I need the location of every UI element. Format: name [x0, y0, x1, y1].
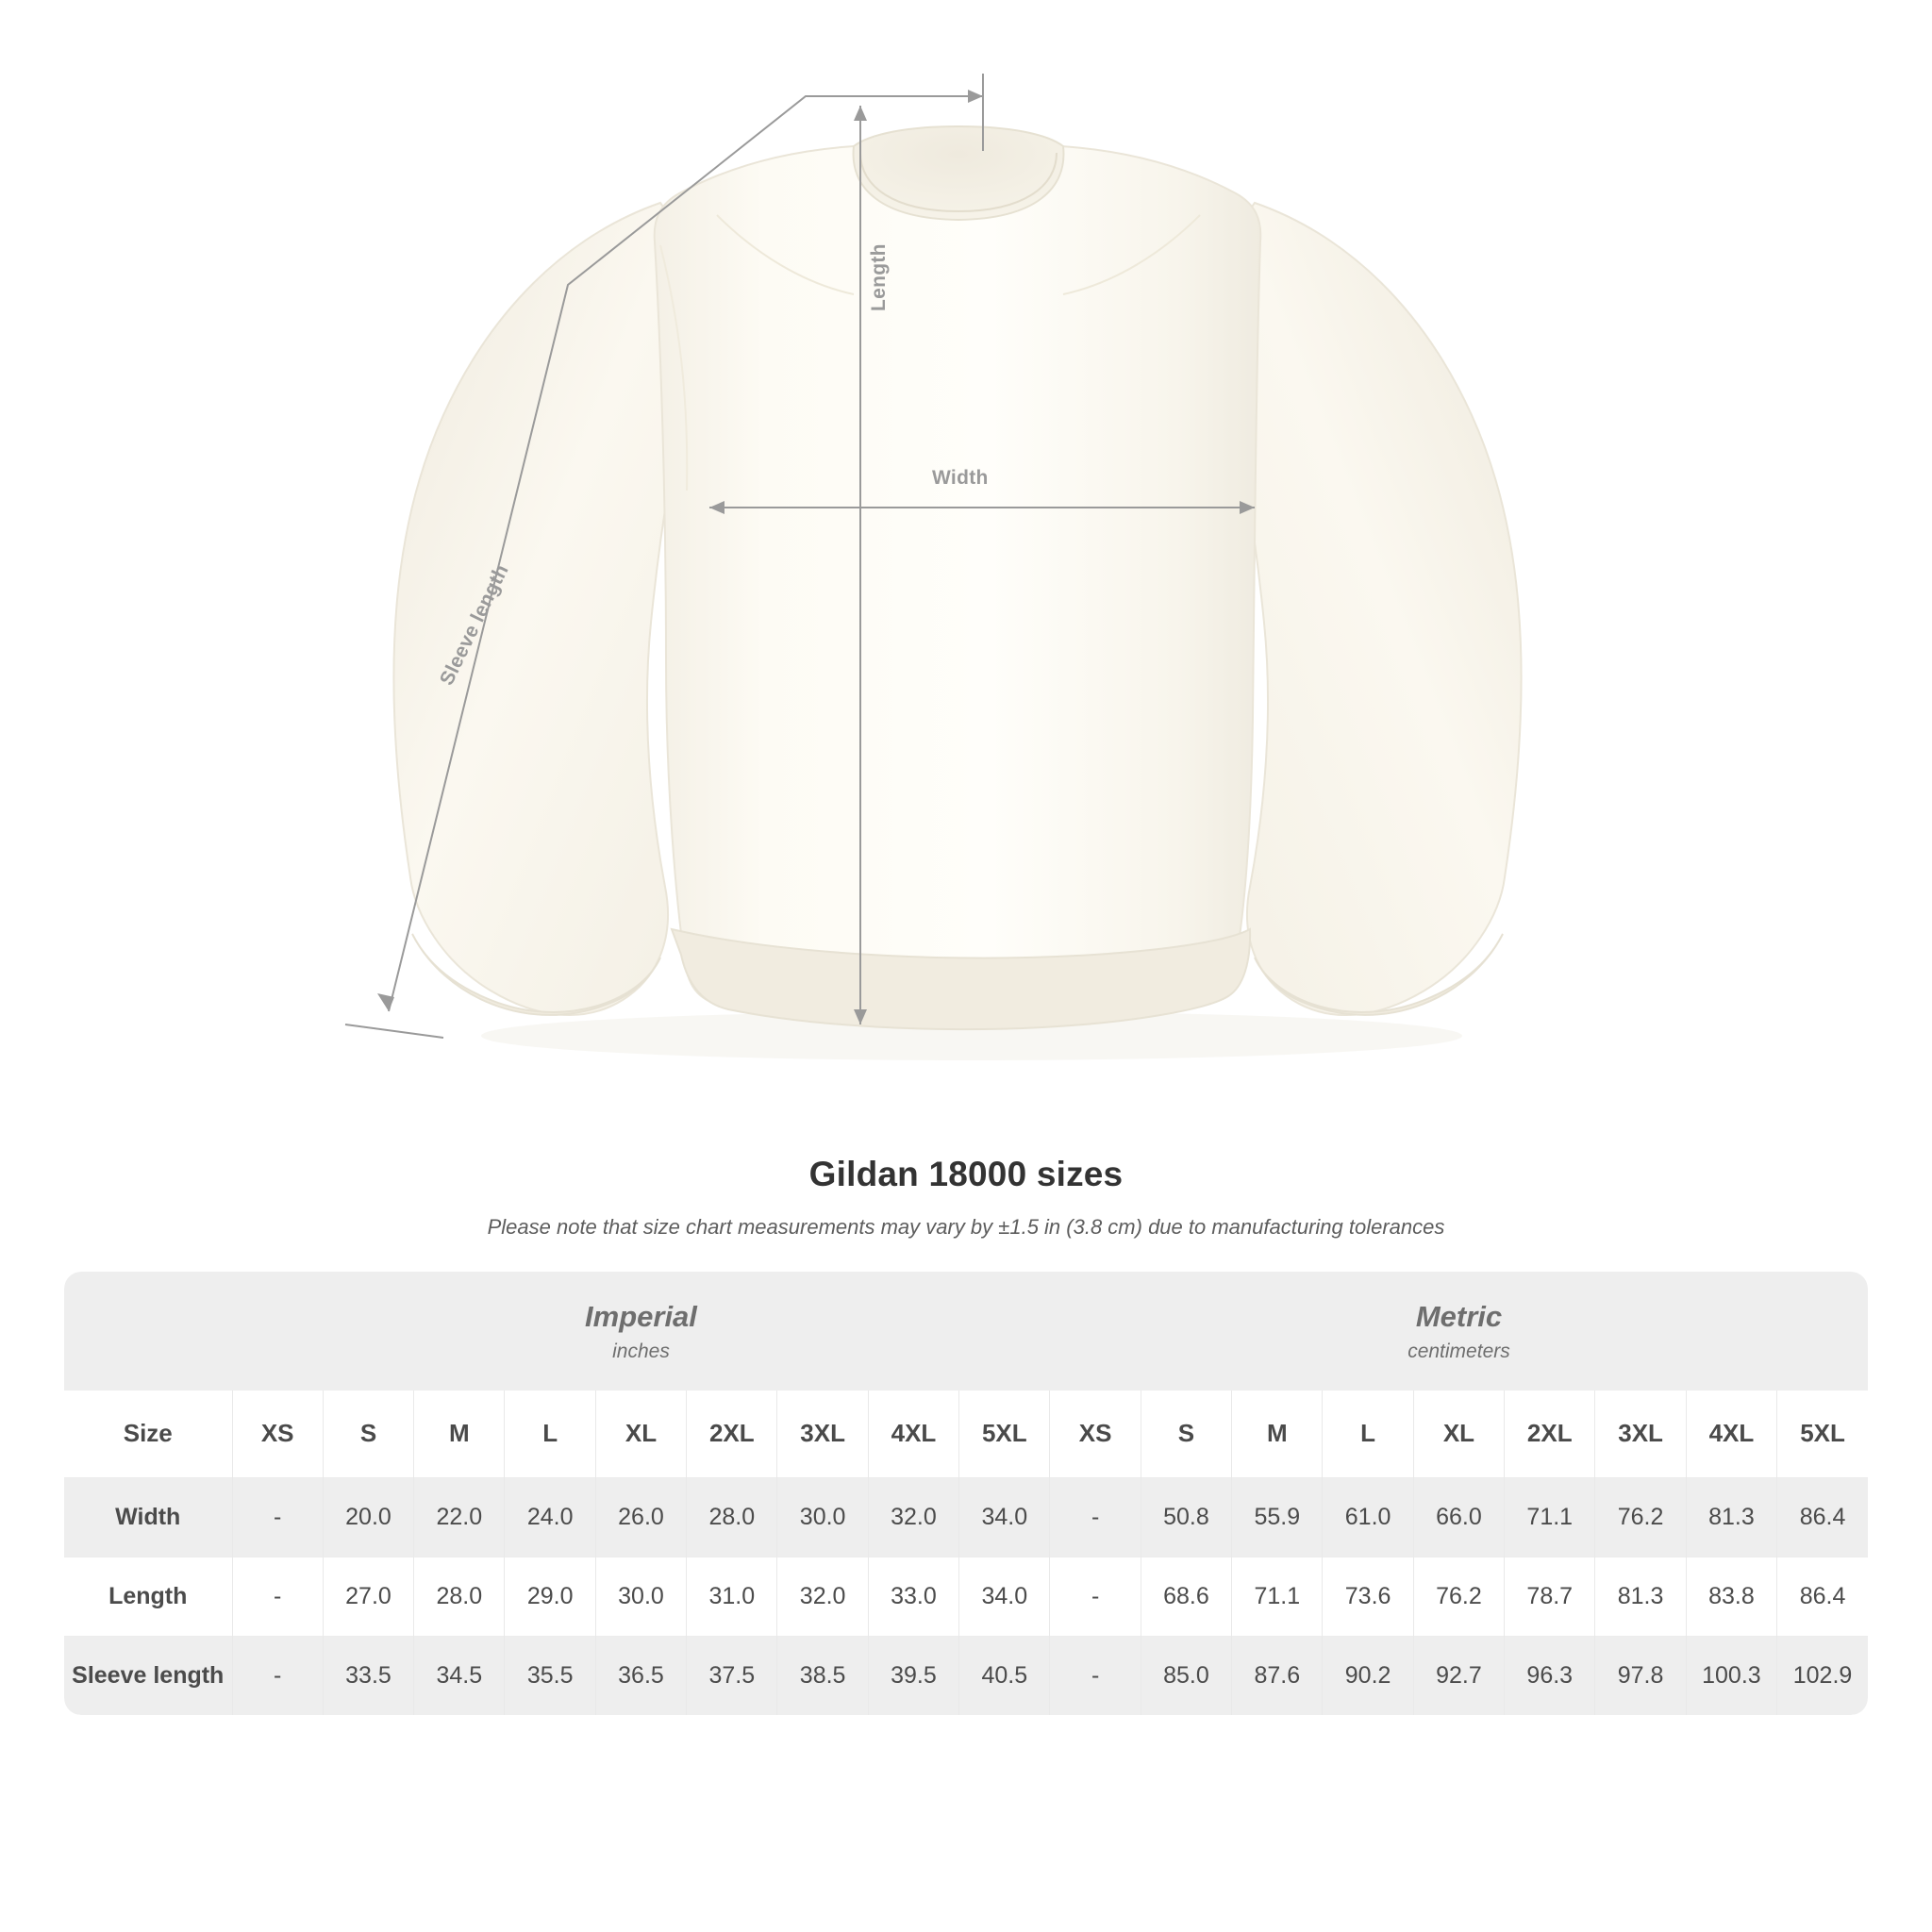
- header-col-xl-imperial: XL: [595, 1391, 686, 1477]
- cell-sleeve-17: 102.9: [1777, 1636, 1868, 1715]
- header-col-3xl-imperial: 3XL: [777, 1391, 868, 1477]
- header-col-4xl-metric: 4XL: [1686, 1391, 1776, 1477]
- table-row: [64, 1477, 1868, 1557]
- header-col-5xl-imperial: 5XL: [959, 1391, 1050, 1477]
- cell-length-1: 27.0: [323, 1557, 413, 1636]
- cell-sleeve-4: 36.5: [595, 1636, 686, 1715]
- cell-sleeve-8: 40.5: [959, 1636, 1050, 1715]
- cell-width-11: 55.9: [1232, 1477, 1323, 1557]
- cell-width-12: 61.0: [1323, 1477, 1413, 1557]
- row-label-width: Width: [64, 1477, 232, 1557]
- table-row: [64, 1557, 1868, 1636]
- cell-sleeve-3: 35.5: [505, 1636, 595, 1715]
- cell-sleeve-10: 85.0: [1141, 1636, 1231, 1715]
- cell-width-8: 34.0: [959, 1477, 1050, 1557]
- cell-width-15: 76.2: [1595, 1477, 1686, 1557]
- cell-sleeve-5: 37.5: [687, 1636, 777, 1715]
- cell-length-12: 73.6: [1323, 1557, 1413, 1636]
- cell-length-16: 83.8: [1686, 1557, 1776, 1636]
- unit-group-metric-unit: centimeters: [1407, 1341, 1510, 1363]
- header-col-xs-metric: XS: [1050, 1391, 1141, 1477]
- header-col-2xl-metric: 2XL: [1505, 1391, 1595, 1477]
- unit-band-corner: [64, 1272, 232, 1391]
- cell-width-2: 22.0: [414, 1477, 505, 1557]
- table-row: [64, 1636, 1868, 1715]
- cell-width-3: 24.0: [505, 1477, 595, 1557]
- cell-length-10: 68.6: [1141, 1557, 1231, 1636]
- header-col-4xl-imperial: 4XL: [868, 1391, 958, 1477]
- header-col-xs-imperial: XS: [232, 1391, 323, 1477]
- column-header-row: [64, 1391, 1868, 1477]
- cell-length-0: -: [232, 1557, 323, 1636]
- header-col-5xl-metric: 5XL: [1777, 1391, 1868, 1477]
- header-col-m-metric: M: [1232, 1391, 1323, 1477]
- header-size: Size: [64, 1391, 232, 1477]
- cell-width-7: 32.0: [868, 1477, 958, 1557]
- header-col-2xl-imperial: 2XL: [687, 1391, 777, 1477]
- unit-group-imperial: [232, 1272, 1050, 1391]
- cell-width-0: -: [232, 1477, 323, 1557]
- body: [655, 146, 1261, 1027]
- cell-length-3: 29.0: [505, 1557, 595, 1636]
- cell-sleeve-13: 92.7: [1413, 1636, 1504, 1715]
- cell-sleeve-2: 34.5: [414, 1636, 505, 1715]
- cell-width-10: 50.8: [1141, 1477, 1231, 1557]
- row-label-length: Length: [64, 1557, 232, 1636]
- unit-group-metric: [1050, 1272, 1868, 1391]
- cell-width-4: 26.0: [595, 1477, 686, 1557]
- width-label: Width: [932, 467, 989, 489]
- unit-band-row: [64, 1272, 1868, 1391]
- cell-width-17: 86.4: [1777, 1477, 1868, 1557]
- cell-length-11: 71.1: [1232, 1557, 1323, 1636]
- cell-sleeve-12: 90.2: [1323, 1636, 1413, 1715]
- cell-sleeve-11: 87.6: [1232, 1636, 1323, 1715]
- cell-length-6: 32.0: [777, 1557, 868, 1636]
- header-col-xl-metric: XL: [1413, 1391, 1504, 1477]
- cell-length-17: 86.4: [1777, 1557, 1868, 1636]
- cell-sleeve-6: 38.5: [777, 1636, 868, 1715]
- sleeve-length-label: Sleeve length: [436, 560, 513, 690]
- cell-width-1: 20.0: [323, 1477, 413, 1557]
- cell-length-5: 31.0: [687, 1557, 777, 1636]
- cell-width-5: 28.0: [687, 1477, 777, 1557]
- header-col-3xl-metric: 3XL: [1595, 1391, 1686, 1477]
- page-title: Gildan 18000 sizes: [808, 1155, 1124, 1193]
- header-col-m-imperial: M: [414, 1391, 505, 1477]
- cell-length-4: 30.0: [595, 1557, 686, 1636]
- cell-sleeve-1: 33.5: [323, 1636, 413, 1715]
- cell-length-13: 76.2: [1413, 1557, 1504, 1636]
- cell-width-9: -: [1050, 1477, 1141, 1557]
- header-col-s-imperial: S: [323, 1391, 413, 1477]
- cell-length-9: -: [1050, 1557, 1141, 1636]
- size-table: [64, 1272, 1868, 1715]
- cell-sleeve-0: -: [232, 1636, 323, 1715]
- header-col-l-metric: L: [1323, 1391, 1413, 1477]
- cell-sleeve-16: 100.3: [1686, 1636, 1776, 1715]
- cell-sleeve-7: 39.5: [868, 1636, 958, 1715]
- cell-length-15: 81.3: [1595, 1557, 1686, 1636]
- unit-group-metric-system: Metric: [1415, 1299, 1503, 1333]
- cell-length-8: 34.0: [959, 1557, 1050, 1636]
- cell-sleeve-15: 97.8: [1595, 1636, 1686, 1715]
- cell-width-13: 66.0: [1413, 1477, 1504, 1557]
- cell-width-6: 30.0: [777, 1477, 868, 1557]
- unit-group-imperial-unit: inches: [612, 1341, 670, 1363]
- header-col-l-imperial: L: [505, 1391, 595, 1477]
- row-label-sleeve-length: Sleeve length: [64, 1636, 232, 1715]
- title-block: [0, 1155, 1932, 1240]
- cell-width-16: 81.3: [1686, 1477, 1776, 1557]
- size-table-wrapper: [64, 1272, 1868, 1715]
- header-col-s-metric: S: [1141, 1391, 1231, 1477]
- unit-group-imperial-system: Imperial: [585, 1299, 697, 1333]
- cell-length-7: 33.0: [868, 1557, 958, 1636]
- tolerance-note: Please note that size chart measurements may vary by ±1.5 in (3.8 cm) due to manufacturing tolerances: [487, 1215, 1445, 1239]
- cell-length-2: 28.0: [414, 1557, 505, 1636]
- length-label: Length: [868, 243, 890, 311]
- cell-sleeve-14: 96.3: [1505, 1636, 1595, 1715]
- cell-sleeve-9: -: [1050, 1636, 1141, 1715]
- cell-length-14: 78.7: [1505, 1557, 1595, 1636]
- cell-width-14: 71.1: [1505, 1477, 1595, 1557]
